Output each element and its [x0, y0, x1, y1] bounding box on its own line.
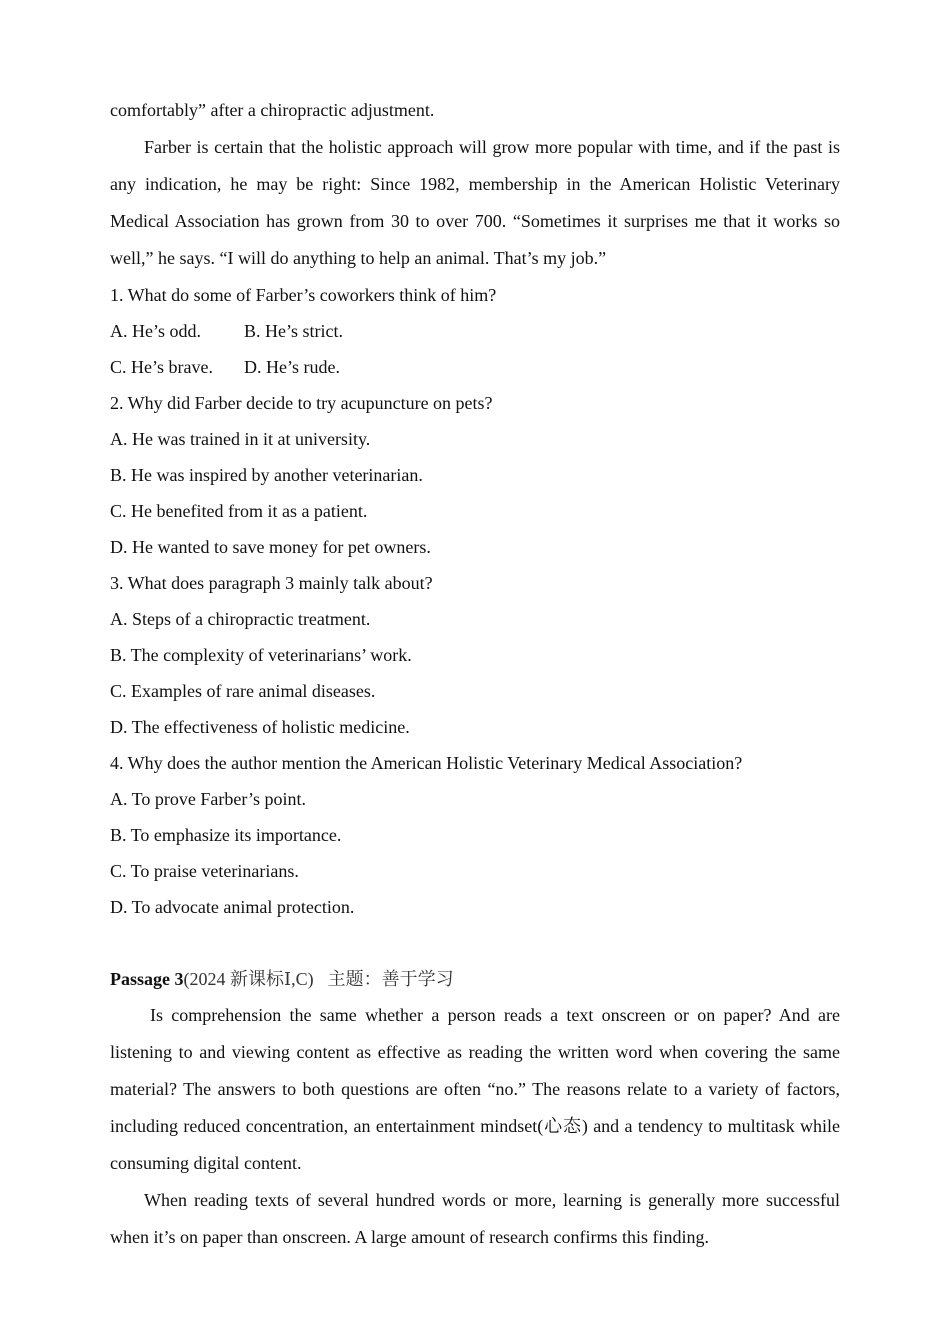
question-3-option-c: C. Examples of rare animal diseases.	[110, 681, 376, 701]
question-3-option-b: B. The complexity of veterinarians’ work.	[110, 645, 412, 665]
document-page	[110, 92, 840, 1256]
question-2-option-d: D. He wanted to save money for pet owners.	[110, 537, 431, 557]
passage3-source: (2024 新课标Ⅰ,C)	[183, 969, 314, 989]
question-4-stem: 4. Why does the author mention the American Holistic Veterinary Medical Association?	[110, 753, 743, 773]
question-1-options-row-2	[110, 349, 840, 385]
passage3-theme: 主题：善于学习	[327, 969, 454, 989]
question-1-option-c: C. He’s brave.	[110, 357, 213, 377]
question-1-stem: 1. What do some of Farber’s coworkers think of him?	[110, 285, 497, 305]
question-4-option-c: C. To praise veterinarians.	[110, 861, 299, 881]
passage3-paragraph-2: When reading texts of several hundred words or more, learning is generally more successful when it’s on paper than onscreen. A large amount of research confirms this finding.	[110, 1190, 840, 1247]
question-4-option-a: A. To prove Farber’s point.	[110, 789, 307, 809]
question-3-stem: 3. What does paragraph 3 mainly talk about?	[110, 573, 433, 593]
passage2-paragraph-4: Farber is certain that the holistic approach will grow more popular with time, and if the past is any indication, he may be right: Since 1982, membership in the American Holistic Veterinary Medical Association has grown from 30 to over 700. “Sometimes it surprises me that it works so well,” he says. “I will do anything to help an animal. That’s my job.”	[110, 137, 840, 268]
question-1-option-d: D. He’s rude.	[244, 357, 340, 377]
question-2-stem: 2. Why did Farber decide to try acupuncture on pets?	[110, 393, 493, 413]
passage3-heading	[110, 961, 840, 997]
question-3-option-d: D. The effectiveness of holistic medicine.	[110, 717, 410, 737]
passage3-title: Passage 3	[110, 969, 184, 989]
question-4-option-b: B. To emphasize its importance.	[110, 825, 342, 845]
question-3-option-a: A. Steps of a chiropractic treatment.	[110, 609, 371, 629]
question-2-option-a: A. He was trained in it at university.	[110, 429, 371, 449]
question-4-option-d: D. To advocate animal protection.	[110, 897, 355, 917]
question-1-option-b: B. He’s strict.	[244, 321, 343, 341]
question-1-option-a: A. He’s odd.	[110, 321, 201, 341]
question-2-option-c: C. He benefited from it as a patient.	[110, 501, 368, 521]
question-1-options-row-1	[110, 313, 840, 349]
passage2-paragraph-continuation: comfortably” after a chiropractic adjustment.	[110, 100, 435, 120]
question-2-option-b: B. He was inspired by another veterinarian.	[110, 465, 423, 485]
passage3-paragraph-1: Is comprehension the same whether a person reads a text onscreen or on paper? And are listening to and viewing content as effective as reading the written word when covering the same material? The answers to both questions are often “no.” The reasons relate to a variety of factors, including reduced concentration, an entertainment mindset(心态) and a tendency to multitask while consuming digital content.	[110, 1005, 840, 1173]
section-gap	[110, 925, 840, 961]
